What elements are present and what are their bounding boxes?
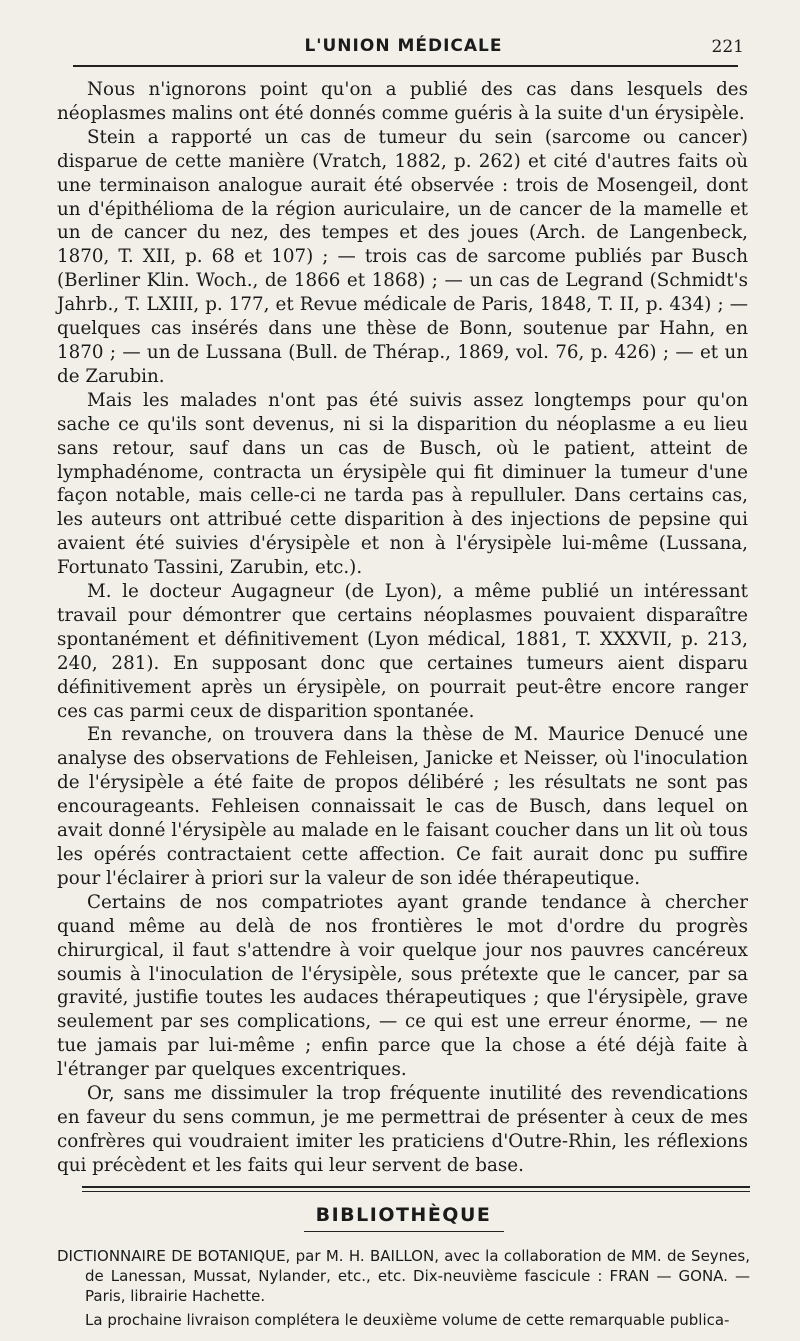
section-title: BIBLIOTHÈQUE	[315, 1203, 492, 1226]
paragraph: Nous n'ignorons point qu'on a publié des cas dans lesquels des néoplasmes malins ont été donnés comme guéris à la suite d'un érysipèle.	[57, 79, 748, 124]
section-divider	[82, 1186, 750, 1192]
paragraph: Mais les malades n'ont pas été suivis assez longtemps pour qu'on sache ce qu'ils sont devenus, ni si la disparition du néoplasme a eu lieu sans retour, sauf dans un cas de Busch, où le patient, atteint de lymphadénome, contracta un érysipèle qui fit diminuer la tumeur d'une façon notable, mais celle-ci ne tarda pas à repulluler. Dans certains cas, les auteurs ont attribué cette disparition à des injections de pepsine qui avaient été suivies d'érysipèle et non à l'érysipèle lui-même (Lussana, Fortunato Tassini, Zarubin, etc.).	[57, 389, 748, 579]
paragraph: Certains de nos compatriotes ayant grande tendance à chercher quand même au delà de nos frontières le mot d'ordre du progrès chirurgical, il faut s'attendre à voir quelque jour nos pauvres cancéreux soumis à l'inoculation de l'érysipèle, sous prétexte que le cancer, par sa gravité, justifie toutes les audaces thérapeutiques ; que l'érysipèle, grave seulement par ses complications, — ce qui est une erreur énorme, — ne tue jamais par lui-même ; enfin parce que la chose a été déjà faite à l'étranger par quelques excentriques.	[57, 891, 748, 1081]
section-title-rule	[304, 1231, 504, 1232]
header-rule	[73, 65, 738, 67]
bibliography	[57, 1246, 750, 1330]
bibliography-note: La prochaine livraison complétera le deuxième volume de cette remarquable publica-	[85, 1310, 730, 1329]
paragraph: Or, sans me dissimuler la trop fréquente inutilité des revendications en faveur du sens commun, je me permettrai de présenter à ceux de mes confrères qui voudraient imiter les praticiens d'Outre-Rhin, les réflexions qui précèdent et les faits qui leur servent de base.	[57, 1083, 748, 1176]
article-body	[57, 78, 750, 1178]
page-header	[57, 30, 750, 64]
bibliography-entry: DICTIONNAIRE DE BOTANIQUE, par M. H. BAILLON, avec la collaboration de MM. de Seynes, de Lanessan, Mussat, Nylander, etc., etc. Dix-neuvième fascicule : FRAN — GONA. — Paris, librairie Hachette.	[57, 1246, 750, 1305]
paragraph: M. le docteur Augagneur (de Lyon), a même publié un intéressant travail pour démontrer que certains néoplasmes pouvaient disparaître spontanément et définitivement (Lyon médical, 1881, T. XXXVII, p. 213, 240, 281). En supposant donc que certaines tumeurs aient disparu définitivement après un érysipèle, on pourrait peut-être encore ranger ces cas parmi ceux de disparition spontanée.	[57, 581, 748, 722]
paragraph: Stein a rapporté un cas de tumeur du sein (sarcome ou cancer) disparue de cette manière (Vratch, 1882, p. 262) et cité d'autres faits où une terminaison analogue aurait été observée : trois de Mosengeil, dont un d'épithélioma de la région auriculaire, un de cancer de la mamelle et un de cancer du nez, des tempes et des joues (Arch. de Langenbeck, 1870, T. XII, p. 68 et 107) ; — trois cas de sarcome publiés par Busch (Berliner Klin. Woch., de 1866 et 1868) ; — un cas de Legrand (Schmidt's Jahrb., T. LXIII, p. 177, et Revue médicale de Paris, 1848, T. II, p. 434) ; — quelques cas insérés dans une thèse de Bonn, soutenue par Hahn, en 1870 ; — un de Lussana (Bull. de Thérap., 1869, vol. 76, p. 426) ; — et un de Zarubin.	[57, 126, 748, 387]
page-number: 221	[711, 37, 744, 57]
paragraph: En revanche, on trouvera dans la thèse de M. Maurice Denucé une analyse des observations de Fehleisen, Janicke et Neisser, où l'inoculation de l'érysipèle a été faite de propos délibéré ; les résultats ne sont pas encourageants. Fehleisen connaissait le cas de Busch, dans lequel on avait donné l'érysipèle au malade en le faisant coucher dans un lit où tous les opérés contractaient cette affection. Ce fait aurait donc pu suffire pour l'éclairer à priori sur la valeur de son idée thérapeutique.	[57, 724, 748, 889]
running-title: L'UNION MÉDICALE	[304, 36, 503, 56]
